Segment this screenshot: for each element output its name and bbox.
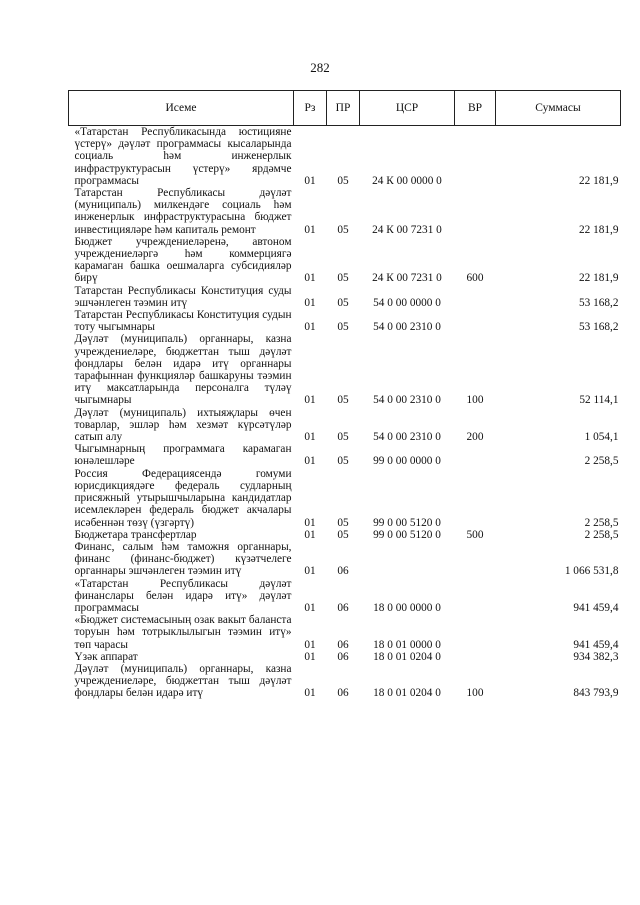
row-sum: 843 793,9 [573,687,619,700]
table-row [69,126,621,188]
row-name: Татарстан Республикасы дәүләт (муниципаль) милкендәге социаль һәм инженерлык инфраструктурасына бюджет инвестицияләре һәм капиталь ремонт [74,187,292,236]
row-vr: 100 [466,687,484,700]
row-csr: 54 0 00 2310 0 [373,321,441,334]
table-row [69,333,621,406]
row-sum: 941 459,4 [573,638,619,651]
table-row [69,578,621,615]
row-rz: 01 [304,394,316,407]
budget-table [68,90,621,700]
row-rz: 01 [304,687,316,700]
table-row [69,614,621,651]
row-vr [455,126,496,188]
row-name: Дәүләт (муниципаль) ихтыяҗлары өчен товарлар, эшләр һәм хезмәт күрсәтүләр сатып алу [74,406,292,444]
row-rz: 01 [304,272,316,285]
row-pr: 05 [337,272,349,285]
header-csr: ЦСР [360,91,455,126]
row-pr: 06 [337,601,349,614]
table-row [69,443,621,467]
table-row [69,663,621,700]
table-row [69,529,621,541]
row-vr [455,285,496,309]
row-vr: 500 [466,528,484,541]
row-pr: 05 [337,455,349,468]
row-sum: 2 258,5 [584,455,619,468]
row-pr: 06 [337,565,349,578]
row-csr: 99 0 00 5120 0 [373,528,441,541]
row-csr [360,541,455,578]
row-vr [455,187,496,236]
row-csr: 54 0 00 2310 0 [373,431,441,444]
row-sum: 22 181,9 [578,174,619,187]
header-pr: ПР [327,91,360,126]
row-sum: 1 054,1 [584,431,619,444]
table-row [69,309,621,333]
row-vr [455,578,496,615]
row-pr: 05 [337,431,349,444]
row-name: «Татарстан Республикасында юстицияне үстерү» дәүләт программасы кысаларында социаль һәм инженерлык инфраструктурасын үстерү» ярдәмче программасы [74,126,292,187]
row-name: Россия Федерациясендә гомуми юрисдикциядәге федераль судларның присяжный утырышчыларына кандидатлар исемлекләрен федераль бюджет акчалары исәбеннән төзү (үзгәртү) [74,467,292,529]
row-vr: 100 [466,394,484,407]
row-csr: 99 0 00 0000 0 [373,455,441,468]
row-vr [455,443,496,467]
row-rz: 01 [304,528,316,541]
table-row [69,651,621,663]
row-name: Үзәк аппарат [74,650,138,663]
row-name: Бюджет учреждениеләренә, автоном учреждениеләргә һәм коммерциягә карамаган башка оешмаларга субсидияләр бирү [74,235,292,285]
row-pr: 05 [337,296,349,309]
row-name: Дәүләт (муниципаль) органнары, казна учреждениеләре, бюджеттан тыш дәүләт фондлары белән идарә итү органнары тарафыннан функцияләр башкаруны тәэмин итү максатларында персоналга түләү чыгымнары [74,333,292,407]
row-sum: 934 382,3 [573,650,619,663]
row-csr: 18 0 01 0204 0 [373,687,441,700]
row-csr: 99 0 00 5120 0 [373,516,441,529]
row-name: Татарстан Республикасы Конституция судын тоту чыгымнары [74,309,292,334]
row-csr: 24 К 00 0000 0 [372,174,442,187]
table-row [69,468,621,529]
row-csr: 18 0 01 0204 0 [373,650,441,663]
row-rz: 01 [304,321,316,334]
row-name: Бюджетара трансфертлар [74,528,197,541]
row-csr: 54 0 00 0000 0 [373,296,441,309]
row-vr [455,614,496,651]
page-number: 282 [310,60,330,75]
row-sum: 1 066 531,8 [564,565,619,578]
row-csr: 54 0 00 2310 0 [373,394,441,407]
row-name: Финанс, салым һәм таможня органнары, финанс (финанс-бюджет) күзәтчелеге органнары эшчәнлеген тәэмин итү [74,540,292,578]
row-vr: 200 [466,431,484,444]
header-vr: ВР [455,91,496,126]
row-vr [455,651,496,663]
row-name: Чыгымнарның программага карамаган юнәлешләре [74,443,292,468]
row-sum: 2 258,5 [584,516,619,529]
table-row [69,236,621,285]
header-row [69,91,621,126]
row-name: «Татарстан Республикасы дәүләт финанслары белән идарә итү» дәүләт программасы [74,577,292,614]
row-vr [455,541,496,578]
row-rz: 01 [304,296,316,309]
row-rz: 01 [304,638,316,651]
row-rz: 01 [304,431,316,444]
row-pr: 06 [337,687,349,700]
table-row [69,407,621,444]
row-sum: 22 181,9 [578,223,619,236]
table-row [69,285,621,309]
row-sum: 2 258,5 [584,528,619,541]
row-rz: 01 [304,650,316,663]
row-rz: 01 [304,455,316,468]
row-vr [455,468,496,529]
row-sum: 941 459,4 [573,601,619,614]
row-sum: 52 114,1 [579,394,619,407]
row-vr [455,309,496,333]
row-sum: 22 181,9 [578,272,619,285]
row-csr: 24 К 00 7231 0 [372,223,442,236]
row-rz: 01 [304,174,316,187]
row-pr: 05 [337,321,349,334]
row-pr: 06 [337,650,349,663]
row-pr: 06 [337,638,349,651]
table-row [69,187,621,236]
table-row [69,541,621,578]
row-rz: 01 [304,601,316,614]
row-name: Дәүләт (муниципаль) органнары, казна учреждениеләре, бюджеттан тыш дәүләт фондлары белән идарә итү [74,662,292,700]
row-pr: 05 [337,174,349,187]
row-pr: 05 [337,223,349,236]
row-csr: 18 0 01 0000 0 [373,638,441,651]
row-name: Татарстан Республикасы Конституция суды эшчәнлеген тәэмин итү [74,284,292,309]
row-pr: 05 [337,516,349,529]
row-sum: 53 168,2 [578,296,619,309]
row-pr: 05 [337,528,349,541]
row-name: «Бюджет системасының озак вакыт баланста торуын һәм тотрыклылыгын тәэмин итү» төп чарасы [74,614,292,651]
row-csr: 18 0 00 0000 0 [373,601,441,614]
row-rz: 01 [304,565,316,578]
row-rz: 01 [304,223,316,236]
row-pr: 05 [337,394,349,407]
header-sum: Суммасы [496,91,621,126]
row-rz: 01 [304,516,316,529]
header-rz: Рз [294,91,327,126]
header-name: Исеме [69,91,294,126]
row-csr: 24 К 00 7231 0 [372,272,442,285]
row-vr: 600 [466,272,484,285]
row-sum: 53 168,2 [578,321,619,334]
